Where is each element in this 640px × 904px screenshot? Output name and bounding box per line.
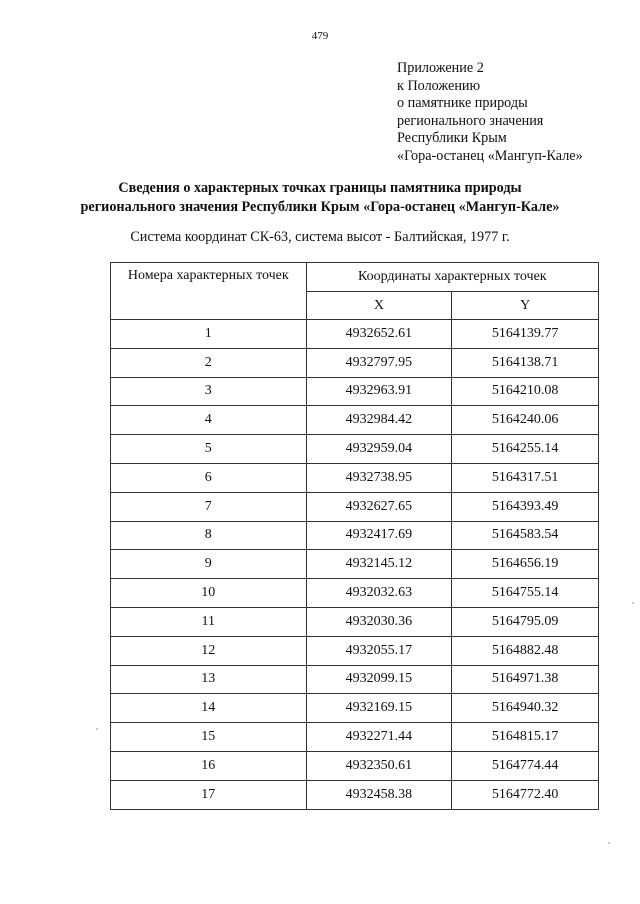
- x-coordinate-cell: 4932963.91: [306, 377, 452, 406]
- point-number-cell: 1: [111, 320, 307, 349]
- y-coordinate-cell: 5164755.14: [452, 579, 599, 608]
- appendix-line: Приложение 2: [397, 60, 484, 76]
- scan-speck: [608, 842, 610, 844]
- x-coordinate-cell: 4932145.12: [306, 550, 452, 579]
- point-number-cell: 3: [111, 377, 307, 406]
- y-coordinate-cell: 5164815.17: [452, 723, 599, 752]
- y-coordinate-cell: 5164971.38: [452, 665, 599, 694]
- x-coordinate-cell: 4932099.15: [306, 665, 452, 694]
- point-number-cell: 10: [111, 579, 307, 608]
- appendix-line: Республики Крым: [397, 130, 507, 147]
- table-row: [111, 636, 599, 665]
- table-row: [111, 550, 599, 579]
- point-number-cell: 6: [111, 463, 307, 492]
- y-coordinate-cell: 5164139.77: [452, 320, 599, 349]
- point-number-cell: 7: [111, 492, 307, 521]
- appendix-line: «Гора-останец «Мангуп-Кале»: [397, 147, 583, 164]
- point-number-cell: 9: [111, 550, 307, 579]
- boundary-points-table: [110, 262, 599, 810]
- point-number-cell: 15: [111, 723, 307, 752]
- y-coordinate-cell: 5164255.14: [452, 435, 599, 464]
- document-title-line-2: регионального значения Республики Крым «Гора-останец «Мангуп-Кале»: [80, 199, 560, 215]
- x-coordinate-cell: 4932032.63: [306, 579, 452, 608]
- table-row: [111, 406, 599, 435]
- point-number-cell: 5: [111, 435, 307, 464]
- page-number: 479: [311, 30, 329, 42]
- x-coordinate-cell: 4932055.17: [306, 636, 452, 665]
- document-title-line-1: Сведения о характерных точках границы памятника природы: [118, 180, 522, 196]
- table-row: [111, 723, 599, 752]
- table-row: [111, 780, 599, 809]
- x-coordinate-cell: 4932417.69: [306, 521, 452, 550]
- y-coordinate-cell: 5164940.32: [452, 694, 599, 723]
- x-coordinate-cell: 4932458.38: [306, 780, 452, 809]
- y-coordinate-cell: 5164393.49: [452, 492, 599, 521]
- point-number-cell: 11: [111, 607, 307, 636]
- x-coordinate-cell: 4932030.36: [306, 607, 452, 636]
- y-coordinate-cell: 5164138.71: [452, 348, 599, 377]
- table-row: [111, 579, 599, 608]
- appendix-line: о памятнике природы: [397, 95, 528, 112]
- x-coordinate-cell: 4932652.61: [306, 320, 452, 349]
- coordinates-header: Координаты характерных точек: [306, 263, 598, 292]
- x-coordinate-cell: 4932738.95: [306, 463, 452, 492]
- table-row: [111, 435, 599, 464]
- table-row: [111, 751, 599, 780]
- x-coordinate-cell: 4932984.42: [306, 406, 452, 435]
- x-coordinate-cell: 4932169.15: [306, 694, 452, 723]
- y-coordinate-cell: 5164317.51: [452, 463, 599, 492]
- y-coordinate-cell: 5164774.44: [452, 751, 599, 780]
- table-row: [111, 694, 599, 723]
- y-coordinate-cell: 5164772.40: [452, 780, 599, 809]
- point-number-cell: 17: [111, 780, 307, 809]
- point-number-cell: 2: [111, 348, 307, 377]
- y-coordinate-cell: 5164795.09: [452, 607, 599, 636]
- y-coordinate-cell: 5164240.06: [452, 406, 599, 435]
- table-body: [111, 320, 599, 810]
- table-row: [111, 348, 599, 377]
- y-coordinate-cell: 5164210.08: [452, 377, 599, 406]
- point-number-cell: 14: [111, 694, 307, 723]
- scan-speck: [96, 728, 98, 730]
- y-coordinate-cell: 5164882.48: [452, 636, 599, 665]
- table-row: [111, 521, 599, 550]
- x-coordinate-cell: 4932350.61: [306, 751, 452, 780]
- appendix-note: [397, 60, 583, 166]
- scan-speck: [632, 602, 634, 604]
- table-row: [111, 320, 599, 349]
- table-row: [111, 607, 599, 636]
- point-number-cell: 12: [111, 636, 307, 665]
- y-coordinate-cell: 5164656.19: [452, 550, 599, 579]
- x-coordinate-cell: 4932797.95: [306, 348, 452, 377]
- x-coordinate-cell: 4932959.04: [306, 435, 452, 464]
- table-row: [111, 463, 599, 492]
- y-header: Y: [452, 292, 599, 320]
- table-row: [111, 377, 599, 406]
- point-number-cell: 8: [111, 521, 307, 550]
- coordinate-system-note: Система координат СК-63, система высот - Балтийская, 1977 г.: [130, 229, 510, 245]
- point-number-cell: 13: [111, 665, 307, 694]
- table-header-row: [111, 263, 599, 292]
- point-number-header: Номера характерных точек: [111, 263, 307, 320]
- appendix-line: регионального значения: [397, 112, 544, 129]
- x-header: X: [306, 292, 452, 320]
- y-coordinate-cell: 5164583.54: [452, 521, 599, 550]
- point-number-cell: 16: [111, 751, 307, 780]
- point-number-cell: 4: [111, 406, 307, 435]
- appendix-line: к Положению: [397, 77, 481, 94]
- table-row: [111, 665, 599, 694]
- x-coordinate-cell: 4932627.65: [306, 492, 452, 521]
- x-coordinate-cell: 4932271.44: [306, 723, 452, 752]
- document-title: [0, 179, 640, 217]
- table-row: [111, 492, 599, 521]
